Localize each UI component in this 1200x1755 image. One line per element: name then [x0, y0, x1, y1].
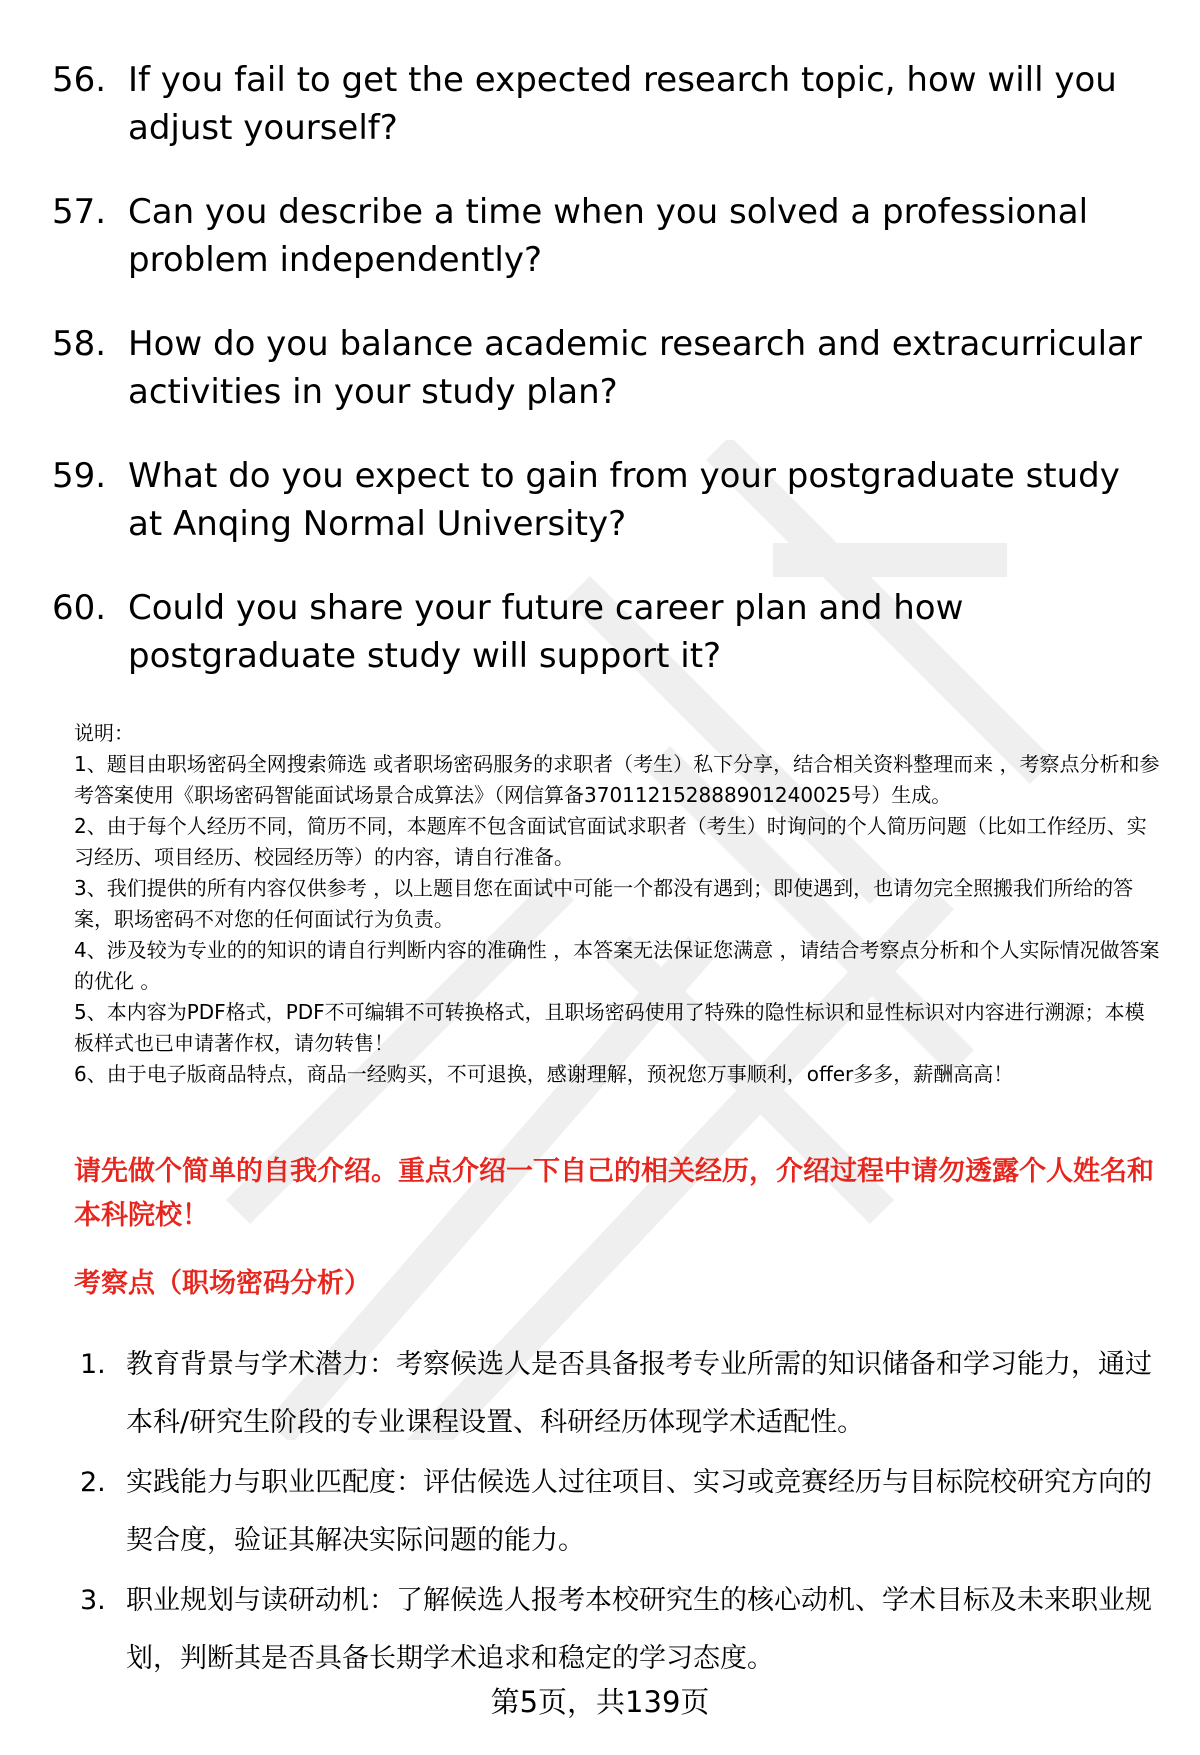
question-text: What do you expect to gain from your postgraduate study at Anqing Normal University?: [128, 456, 1120, 544]
question-number: 60.: [52, 588, 107, 628]
analysis-point: [80, 1336, 1170, 1454]
point-number: 1.: [80, 1349, 106, 1380]
notes-title: 说明：: [74, 721, 134, 745]
question-text: Could you share your future career plan and how postgraduate study will support it?: [128, 588, 964, 676]
note-item: 5、本内容为PDF格式，PDF不可编辑不可转换格式，且职场密码使用了特殊的隐性标识和显性标识对内容进行溯源；本模板样式也已申请著作权，请勿转售！: [74, 1000, 1145, 1055]
question-number: 56.: [52, 60, 107, 100]
question-number: 58.: [52, 324, 107, 364]
analysis-point: [80, 1572, 1170, 1690]
notes-section: [74, 718, 1164, 1090]
intro-question: 请先做个简单的自我介绍。重点介绍一下自己的相关经历，介绍过程中请勿透露个人姓名和本科院校！: [74, 1156, 1154, 1231]
question-item: [52, 584, 1162, 716]
point-text: 教育背景与学术潜力：考察候选人是否具备报考专业所需的知识储备和学习能力，通过本科/研究生阶段的专业课程设置、科研经历体现学术适配性。: [126, 1349, 1152, 1438]
point-number: 3.: [80, 1585, 106, 1616]
page-footer: 第5页，共139页: [490, 1685, 710, 1719]
analysis-heading: 考察点（职场密码分析）: [74, 1268, 371, 1299]
question-list: [52, 56, 1162, 716]
question-text: Can you describe a time when you solved a professional problem independently?: [128, 192, 1089, 280]
question-number: 57.: [52, 192, 107, 232]
note-item: 4、涉及较为专业的的知识的请自行判断内容的准确性 ，本答案无法保证您满意 ，请结合考察点分析和个人实际情况做答案的优化 。: [74, 938, 1160, 993]
question-item: [52, 188, 1162, 320]
analysis-points: [80, 1336, 1170, 1690]
question-text: How do you balance academic research and extracurricular activities in your study plan?: [128, 324, 1142, 412]
question-item: [52, 320, 1162, 452]
note-item: 2、由于每个人经历不同，简历不同，本题库不包含面试官面试求职者（考生）时询问的个人简历问题（比如工作经历、实习经历、项目经历、校园经历等）的内容，请自行准备。: [74, 814, 1147, 869]
point-number: 2.: [80, 1467, 106, 1498]
analysis-point: [80, 1454, 1170, 1572]
question-item: [52, 56, 1162, 188]
note-item: 3、我们提供的所有内容仅供参考 ，以上题目您在面试中可能一个都没有遇到；即使遇到，也请勿完全照搬我们所给的答案，职场密码不对您的任何面试行为负责。: [74, 876, 1134, 931]
point-text: 实践能力与职业匹配度：评估候选人过往项目、实习或竞赛经历与目标院校研究方向的契合度，验证其解决实际问题的能力。: [126, 1467, 1152, 1556]
question-item: [52, 452, 1162, 584]
note-item: 1、题目由职场密码全网搜索筛选 或者职场密码服务的求职者（考生）私下分享，结合相关资料整理而来 ，考察点分析和参考答案使用《职场密码智能面试场景合成算法》（网信算备370112152888901240025号）生成。: [74, 752, 1160, 807]
question-text: If you fail to get the expected research topic, how will you adjust yourself?: [128, 60, 1117, 148]
note-item: 6、由于电子版商品特点，商品一经购买，不可退换，感谢理解，预祝您万事顺利，offer多多，薪酬高高！: [74, 1062, 1014, 1086]
point-text: 职业规划与读研动机：了解候选人报考本校研究生的核心动机、学术目标及未来职业规划，判断其是否具备长期学术追求和稳定的学习态度。: [126, 1585, 1152, 1674]
question-number: 59.: [52, 456, 107, 496]
